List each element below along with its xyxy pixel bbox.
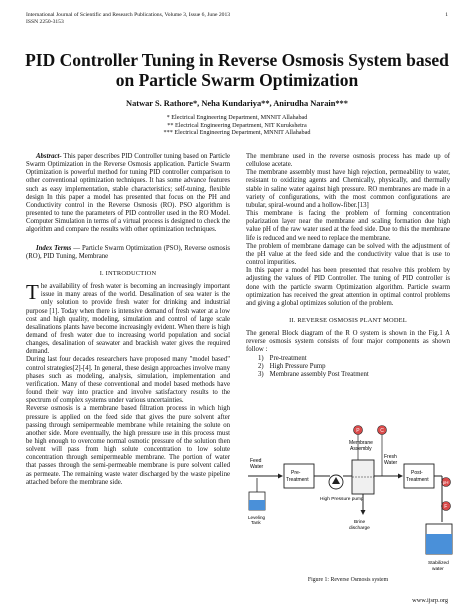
svg-text:Water: Water [384, 460, 398, 466]
authors: Natwar S. Rathore*, Neha Kundariya**, Anirudha Narain*** [126, 99, 348, 108]
svg-text:F: F [444, 504, 448, 510]
svg-text:water: water [432, 567, 444, 572]
right-paragraph-3: This membrane is facing the problem of forming concentration polarization layer near the membrane and scaling formation due high value pH of the raw water used at the feed side. Due to this the membrane life is reduced and we need to replace the membrane. [246, 210, 450, 242]
right-column [246, 153, 450, 379]
svg-text:Assembly: Assembly [350, 446, 372, 452]
right-paragraph-4: The problem of membrane damage can be solved with the adjustment of the pH value at the feed side and the conductivity value that is use to control impurities. [246, 242, 450, 267]
list-item: 2) High Pressure Pump [258, 362, 326, 370]
intro-paragraph-2: During last four decades researchers have proposed many "model based" control strategies[2]-[4]. In general, these design approaches involve many phases such as modeling, analysis, simulation, implementation and verification. Many of these conventional and model based methods have found their way into practice and involve satisfactory results to the spectrum of complex systems under various uncertainties. [26, 356, 230, 405]
ro-system-figure [246, 422, 458, 582]
component-list [258, 355, 450, 379]
right-paragraph-2: The membrane assembly must have high rejection, permeability to water, resistant to oxidizing agents and Chemically, physically, and thermally stable in saline water against high pressure. RO membranes are made in a variety of configurations, with the most common configurations are tubular, spiral-wound and a hollow-fiber.[13] [246, 169, 450, 209]
intro-paragraph-1: The availability of fresh water is becoming an increasingly important issue in many areas of the world. Desalination of sea water is the only solution to provide fresh water for drinking and industrial purpose [1]. Today when there is intensive demand of fresh water at a low cost and high quality, modeling, simulation and control of large scale desalinations plants have become increasingly evident. When there is high demand of fresh water due to increasing world population and social changes, desalination of seawater and brackish water gives the required demand. [26, 280, 230, 356]
intro-paragraph-3: Reverse osmosis is a membrane based filtration process in which high pressure is applied on the feed side that gives the pure solvent after passing through semipermeable membrane while retaining the solute on another side. More eventually, the high pressure use in this process must be high enough to overcome normal osmotic pressure of the solution then solvent will pass from high solute concentration to low solute concentration through semipermeable membrane. The portion of water that passes through the semi-permeable membrane is pure solvent called as permeate. The remaining waste water discharged by the waste pipeline attached before the membrane side. [26, 405, 230, 486]
abstract: Abstract- This paper describes PID Controller tuning based on Particle Swarm Optimization in the Reverse Osmosis application. Particle Swarm Optimization is powerful method for tuning PID controller comparison to other conventional optimization techniques. It has some advance features such as easy implementation, stable characteristics; self-tuning, flexible design In this paper a model has presented that focus on the PH and Conductivity control in the Reverse Osmosis (RO). PSO algorithm is presented to tune the parameters of PID controller used in the RO Model. Computer Simulation in terms of a virtual process is designed to check the algorithm and compare the results with other optimization techniques. [26, 153, 230, 234]
page-header [26, 12, 448, 26]
svg-text:Water: Water [250, 464, 264, 470]
svg-text:C: C [380, 428, 384, 434]
right-paragraph-6: The general Block diagram of the R O system is shown in the Fig.1 A reverse osmosis system consists of four major components as shown follow : [246, 330, 450, 354]
list-item: 1) Pre-treatment [258, 354, 307, 362]
left-column [26, 153, 230, 487]
svg-text:Treatment: Treatment [406, 477, 429, 483]
issn: ISSN 2250-3153 [26, 19, 64, 25]
svg-text:pH: pH [442, 480, 449, 485]
post-treatment-label: Post- [411, 470, 423, 476]
post-treatment-box [404, 464, 434, 488]
index-terms: Index Terms — Particle Swarm Optimization (PSO), Reverse osmosis (RO), PID Tuning, Membrane [26, 244, 230, 260]
svg-text:Treatment: Treatment [286, 477, 309, 483]
feed-water-label: Feed [250, 458, 262, 464]
right-paragraph-1: The membrane used in the reverse osmosis process has made up of cellulose acetate. [246, 153, 450, 169]
svg-text:discharge: discharge [349, 526, 370, 531]
membrane-assembly-label: Membrane [349, 440, 373, 446]
svg-text:P: P [356, 428, 360, 434]
brine-discharge-label: Brine [354, 520, 366, 525]
fresh-water-label: Fresh [384, 454, 397, 460]
pretreatment-label: Pre- [291, 470, 301, 476]
high-pressure-pump-label: High Pressure pump [320, 497, 364, 502]
section-heading-ro-plant-model: II. REVERSE OSMOSIS PLANT MODEL [289, 316, 407, 324]
affiliations: * Electrical Engineering Department, MNNIT Allahabad ** Electrical Engineering Department, NIT Kurukshetra *** Electrical Engineering Department, MNNIT Allahabad [163, 114, 311, 137]
ro-system-diagram [246, 422, 458, 582]
page-number: 1 [445, 12, 448, 18]
leveling-tank-water [249, 500, 265, 510]
drop-cap: T [26, 280, 39, 305]
stabilized-water-fill [426, 534, 452, 554]
footer-url: www.ijsrp.org [412, 597, 448, 604]
journal-name: International Journal of Scientific and Research Publications, Volume 3, Issue 6, June 2013 [26, 12, 231, 18]
section-heading-introduction: I. INTRODUCTION [99, 269, 157, 277]
svg-text:Tank: Tank [251, 520, 261, 525]
right-paragraph-5: In this paper a model has been presented that resolve this problem by adjusting the values of PID Controller. The tuning of PID controller is done with the particle swarm Optimization algorithm. Particle swarm optimization has received the great attention in optimal control problems and giving a global optimizes solution of the problem. [246, 267, 450, 307]
leveling-tank-label: Leveling [248, 515, 266, 520]
pretreatment-box [284, 464, 314, 488]
stabilized-water-label: Stabilized [428, 561, 449, 566]
list-item: 3) Membrane assembly Post Treatment [258, 370, 369, 378]
paper-title: PID Controller Tuning in Reverse Osmosis System based on Particle Swarm Optimization [25, 50, 449, 90]
figure-caption: Figure 1: Reverse Osmosis system [307, 577, 389, 583]
